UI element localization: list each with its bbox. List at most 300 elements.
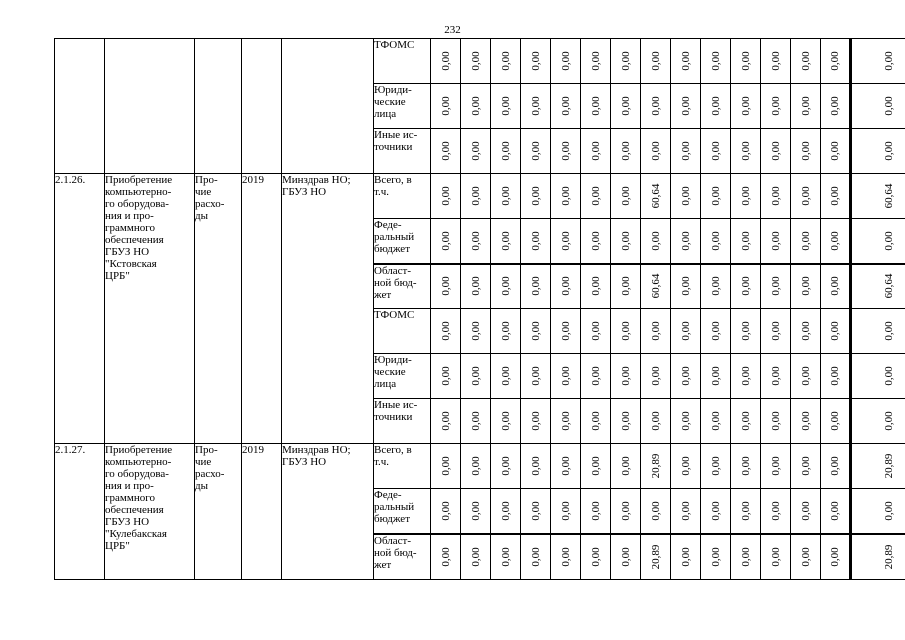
value-cell: [671, 264, 701, 309]
value-cell: [761, 39, 791, 84]
value-text: 0,00: [529, 186, 542, 206]
value-cell: [491, 84, 521, 129]
value-text: 0,00: [469, 186, 482, 206]
value-cell: [521, 84, 551, 129]
table-row: [55, 444, 905, 489]
value-cell: [461, 174, 491, 219]
value-text: 0,00: [829, 186, 841, 206]
value-cell: [611, 534, 641, 580]
value-text: 0,00: [799, 141, 812, 161]
value-cell: [491, 39, 521, 84]
value-cell: [731, 129, 761, 174]
value-text: 0,00: [829, 366, 841, 386]
value-cell: [461, 219, 491, 264]
value-text: 0,00: [529, 51, 542, 71]
value-text: 0,00: [709, 456, 722, 476]
value-text: 0,00: [829, 276, 841, 296]
value-text: 0,00: [439, 411, 452, 431]
value-text: 0,00: [709, 141, 722, 161]
value-cell: [641, 354, 671, 399]
value-text: 0,00: [769, 51, 782, 71]
value-text: 60,64: [883, 273, 895, 299]
value-text: 0,00: [739, 186, 752, 206]
value-cell: [821, 219, 851, 264]
value-cell: [761, 219, 791, 264]
value-text: 0,00: [679, 276, 692, 296]
value-cell: [791, 309, 821, 354]
value-cell: [491, 399, 521, 444]
value-cell: [821, 84, 851, 129]
value-cell: [611, 309, 641, 354]
value-text: 0,00: [619, 321, 632, 341]
value-text: 0,00: [559, 321, 572, 341]
value-cell: [701, 354, 731, 399]
value-cell: [791, 84, 821, 129]
value-cell: [431, 354, 461, 399]
value-cell: [761, 129, 791, 174]
value-text: 0,00: [679, 231, 692, 251]
source-cell: Юриди- ческие лица: [374, 84, 431, 129]
executor-cell: [282, 39, 374, 174]
value-cell: [641, 39, 671, 84]
value-text: 0,00: [619, 547, 632, 567]
value-text: 0,00: [529, 501, 542, 521]
value-cell: [551, 84, 581, 129]
value-cell: [431, 174, 461, 219]
value-text: 60,64: [649, 183, 662, 209]
value-text: 0,00: [769, 456, 782, 476]
value-text: 0,00: [883, 501, 895, 521]
value-text: 0,00: [799, 366, 812, 386]
value-cell: [581, 84, 611, 129]
value-text: 0,00: [739, 51, 752, 71]
value-cell: [761, 354, 791, 399]
value-text: 0,00: [619, 411, 632, 431]
value-cell: [671, 129, 701, 174]
value-cell: [461, 444, 491, 489]
value-cell: [551, 489, 581, 534]
value-cell: [671, 444, 701, 489]
value-text: 0,00: [469, 96, 482, 116]
total-value-cell: [851, 534, 905, 580]
value-text: 0,00: [559, 276, 572, 296]
value-text: 0,00: [499, 547, 512, 567]
value-text: 0,00: [619, 231, 632, 251]
value-cell: [731, 444, 761, 489]
value-cell: [731, 354, 761, 399]
value-text: 0,00: [649, 231, 662, 251]
value-text: 0,00: [619, 366, 632, 386]
value-cell: [551, 264, 581, 309]
value-text: 0,00: [769, 141, 782, 161]
value-cell: [581, 354, 611, 399]
value-text: 0,00: [439, 96, 452, 116]
value-cell: [581, 219, 611, 264]
value-cell: [731, 174, 761, 219]
value-cell: [461, 39, 491, 84]
value-text: 0,00: [529, 231, 542, 251]
value-text: 0,00: [589, 456, 602, 476]
value-text: 0,00: [469, 411, 482, 431]
value-text: 0,00: [739, 456, 752, 476]
value-cell: [761, 309, 791, 354]
source-cell: Иные ис- точники: [374, 399, 431, 444]
value-text: 0,00: [469, 366, 482, 386]
value-cell: [791, 129, 821, 174]
value-cell: [761, 84, 791, 129]
value-text: 0,00: [619, 456, 632, 476]
value-text: 0,00: [799, 321, 812, 341]
budget-table: [54, 38, 905, 580]
table-row: [55, 39, 905, 84]
total-value-cell: [851, 309, 905, 354]
value-text: 0,00: [739, 231, 752, 251]
value-text: 0,00: [529, 547, 542, 567]
value-cell: [491, 354, 521, 399]
value-cell: [701, 489, 731, 534]
value-text: 0,00: [883, 96, 895, 116]
value-cell: [671, 84, 701, 129]
value-cell: [551, 39, 581, 84]
value-text: 0,00: [679, 456, 692, 476]
value-text: 0,00: [469, 276, 482, 296]
value-text: 0,00: [739, 547, 752, 567]
value-cell: [791, 39, 821, 84]
value-text: 0,00: [829, 547, 841, 567]
value-cell: [551, 309, 581, 354]
source-cell: Всего, в т.ч.: [374, 174, 431, 219]
value-text: 0,00: [799, 96, 812, 116]
value-text: 0,00: [589, 321, 602, 341]
value-cell: [731, 489, 761, 534]
value-cell: [611, 399, 641, 444]
value-cell: [821, 399, 851, 444]
value-cell: [791, 399, 821, 444]
value-cell: [761, 399, 791, 444]
value-cell: [791, 174, 821, 219]
value-cell: [611, 264, 641, 309]
value-cell: [461, 264, 491, 309]
value-text: 0,00: [439, 547, 452, 567]
value-text: 0,00: [883, 366, 895, 386]
value-cell: [521, 129, 551, 174]
value-text: 60,64: [649, 273, 662, 299]
value-text: 0,00: [829, 51, 841, 71]
value-text: 0,00: [529, 141, 542, 161]
item-name: Приобретение компьютерно- го оборудова- ния и про- граммного обеспечения ГБУЗ НО "Кстовская ЦРБ": [105, 174, 195, 444]
value-text: 0,00: [589, 411, 602, 431]
value-text: 0,00: [469, 141, 482, 161]
value-cell: [821, 309, 851, 354]
value-text: 0,00: [739, 276, 752, 296]
value-cell: [701, 84, 731, 129]
source-cell: Област- ной бюд- жет: [374, 534, 431, 580]
value-cell: [611, 219, 641, 264]
value-cell: [491, 129, 521, 174]
value-text: 0,00: [883, 141, 895, 161]
value-text: 0,00: [439, 186, 452, 206]
value-text: 0,00: [799, 411, 812, 431]
value-text: 20,89: [649, 544, 662, 570]
page-number: 232: [444, 24, 461, 36]
value-text: 0,00: [649, 321, 662, 341]
value-cell: [491, 444, 521, 489]
value-text: 0,00: [439, 366, 452, 386]
value-text: 0,00: [619, 501, 632, 521]
value-cell: [791, 354, 821, 399]
value-text: 0,00: [529, 96, 542, 116]
value-text: 0,00: [469, 231, 482, 251]
expense-type: Про- чие расхо- ды: [195, 444, 242, 580]
value-text: 0,00: [619, 141, 632, 161]
value-cell: [551, 174, 581, 219]
value-text: 0,00: [439, 456, 452, 476]
value-text: 0,00: [559, 547, 572, 567]
value-text: 0,00: [709, 231, 722, 251]
value-text: 0,00: [829, 231, 841, 251]
value-text: 0,00: [499, 186, 512, 206]
source-cell: Феде- ральный бюджет: [374, 219, 431, 264]
value-cell: [581, 534, 611, 580]
value-cell: [791, 534, 821, 580]
value-cell: [731, 534, 761, 580]
value-text: 0,00: [649, 501, 662, 521]
value-text: 0,00: [499, 321, 512, 341]
value-cell: [491, 534, 521, 580]
value-cell: [671, 309, 701, 354]
value-cell: [731, 309, 761, 354]
value-text: 0,00: [499, 51, 512, 71]
value-cell: [521, 309, 551, 354]
value-cell: [821, 264, 851, 309]
value-text: 0,00: [469, 547, 482, 567]
value-cell: [731, 39, 761, 84]
value-cell: [701, 534, 731, 580]
source-cell: Феде- ральный бюджет: [374, 489, 431, 534]
value-text: 0,00: [799, 186, 812, 206]
value-cell: [461, 399, 491, 444]
value-cell: [611, 444, 641, 489]
value-cell: [431, 129, 461, 174]
value-cell: [461, 309, 491, 354]
value-cell: [431, 489, 461, 534]
source-cell: ТФОМС: [374, 39, 431, 84]
value-text: 0,00: [679, 321, 692, 341]
value-text: 0,00: [679, 51, 692, 71]
value-text: 0,00: [619, 51, 632, 71]
value-cell: [761, 174, 791, 219]
value-cell: [431, 534, 461, 580]
value-cell: [581, 264, 611, 309]
value-cell: [791, 444, 821, 489]
value-cell: [701, 129, 731, 174]
value-cell: [521, 264, 551, 309]
value-cell: [581, 39, 611, 84]
value-text: 0,00: [769, 231, 782, 251]
value-text: 20,89: [883, 544, 895, 570]
value-cell: [701, 174, 731, 219]
value-text: 0,00: [439, 231, 452, 251]
value-cell: [641, 489, 671, 534]
value-cell: [641, 84, 671, 129]
value-text: 0,00: [679, 501, 692, 521]
value-text: 0,00: [439, 321, 452, 341]
value-cell: [431, 309, 461, 354]
value-cell: [821, 39, 851, 84]
value-text: 0,00: [739, 141, 752, 161]
value-text: 0,00: [649, 411, 662, 431]
value-text: 0,00: [619, 96, 632, 116]
value-cell: [641, 219, 671, 264]
year-cell: [242, 39, 282, 174]
value-text: 0,00: [883, 51, 895, 71]
expense-type-cell: [195, 39, 242, 174]
value-cell: [641, 444, 671, 489]
value-cell: [701, 399, 731, 444]
value-text: 0,00: [589, 547, 602, 567]
value-cell: [551, 534, 581, 580]
value-cell: [671, 399, 701, 444]
value-cell: [701, 39, 731, 84]
value-cell: [431, 264, 461, 309]
total-value-cell: [851, 489, 905, 534]
value-cell: [431, 399, 461, 444]
value-cell: [611, 354, 641, 399]
value-text: 0,00: [559, 366, 572, 386]
value-text: 0,00: [499, 366, 512, 386]
value-cell: [731, 264, 761, 309]
value-cell: [791, 489, 821, 534]
value-cell: [821, 489, 851, 534]
value-text: 0,00: [679, 141, 692, 161]
value-cell: [641, 534, 671, 580]
value-text: 0,00: [649, 51, 662, 71]
value-text: 0,00: [709, 547, 722, 567]
value-text: 0,00: [799, 456, 812, 476]
source-cell: Иные ис- точники: [374, 129, 431, 174]
value-text: 0,00: [559, 231, 572, 251]
total-value-cell: [851, 444, 905, 489]
value-cell: [611, 39, 641, 84]
value-text: 0,00: [769, 276, 782, 296]
total-value-cell: [851, 264, 905, 309]
value-text: 0,00: [679, 96, 692, 116]
value-text: 0,00: [709, 96, 722, 116]
total-value-cell: [851, 219, 905, 264]
value-cell: [761, 444, 791, 489]
value-text: 60,64: [883, 183, 895, 209]
value-text: 0,00: [799, 276, 812, 296]
value-text: 0,00: [559, 456, 572, 476]
value-text: 0,00: [589, 276, 602, 296]
value-cell: [431, 444, 461, 489]
value-text: 0,00: [829, 321, 841, 341]
value-text: 0,00: [439, 141, 452, 161]
value-text: 0,00: [769, 547, 782, 567]
value-cell: [461, 84, 491, 129]
value-cell: [821, 444, 851, 489]
value-text: 0,00: [883, 231, 895, 251]
value-cell: [761, 264, 791, 309]
value-text: 0,00: [529, 321, 542, 341]
value-cell: [701, 264, 731, 309]
value-cell: [461, 534, 491, 580]
total-value-cell: [851, 174, 905, 219]
value-cell: [581, 489, 611, 534]
value-text: 0,00: [829, 96, 841, 116]
value-cell: [641, 174, 671, 219]
value-cell: [641, 399, 671, 444]
value-text: 0,00: [469, 501, 482, 521]
value-cell: [671, 489, 701, 534]
value-cell: [611, 84, 641, 129]
value-cell: [731, 84, 761, 129]
value-text: 0,00: [709, 276, 722, 296]
value-text: 0,00: [469, 51, 482, 71]
value-cell: [671, 39, 701, 84]
value-cell: [761, 489, 791, 534]
value-text: 0,00: [799, 231, 812, 251]
value-text: 0,00: [559, 141, 572, 161]
value-cell: [491, 264, 521, 309]
value-text: 0,00: [739, 321, 752, 341]
value-cell: [611, 489, 641, 534]
value-cell: [521, 444, 551, 489]
value-text: 0,00: [499, 231, 512, 251]
value-text: 0,00: [679, 411, 692, 431]
value-text: 0,00: [679, 547, 692, 567]
value-cell: [551, 219, 581, 264]
item-year: 2019: [242, 174, 282, 444]
value-cell: [611, 174, 641, 219]
value-cell: [521, 219, 551, 264]
value-text: 0,00: [589, 141, 602, 161]
expense-type: Про- чие расхо- ды: [195, 174, 242, 444]
table-row: [55, 174, 905, 219]
item-name: Приобретение компьютерно- го оборудова- ния и про- граммного обеспечения ГБУЗ НО "Кулебакская ЦРБ": [105, 444, 195, 580]
value-cell: [581, 129, 611, 174]
value-text: 0,00: [499, 276, 512, 296]
value-text: 0,00: [799, 501, 812, 521]
value-text: 0,00: [469, 321, 482, 341]
value-cell: [671, 174, 701, 219]
value-cell: [791, 219, 821, 264]
value-text: 0,00: [559, 501, 572, 521]
value-cell: [551, 444, 581, 489]
value-cell: [491, 219, 521, 264]
total-value-cell: [851, 399, 905, 444]
value-cell: [581, 444, 611, 489]
source-cell: Юриди- ческие лица: [374, 354, 431, 399]
value-text: 0,00: [709, 501, 722, 521]
value-text: 20,89: [649, 453, 662, 479]
value-text: 0,00: [499, 96, 512, 116]
value-text: 0,00: [679, 366, 692, 386]
value-text: 0,00: [649, 366, 662, 386]
value-cell: [821, 354, 851, 399]
value-text: 0,00: [739, 411, 752, 431]
value-text: 0,00: [709, 51, 722, 71]
value-text: 0,00: [829, 501, 841, 521]
value-cell: [581, 174, 611, 219]
value-text: 0,00: [529, 276, 542, 296]
value-cell: [671, 534, 701, 580]
total-value-cell: [851, 39, 905, 84]
value-text: 0,00: [589, 51, 602, 71]
item-executor: Минздрав НО; ГБУЗ НО: [282, 444, 374, 580]
value-cell: [671, 354, 701, 399]
value-text: 0,00: [799, 51, 812, 71]
